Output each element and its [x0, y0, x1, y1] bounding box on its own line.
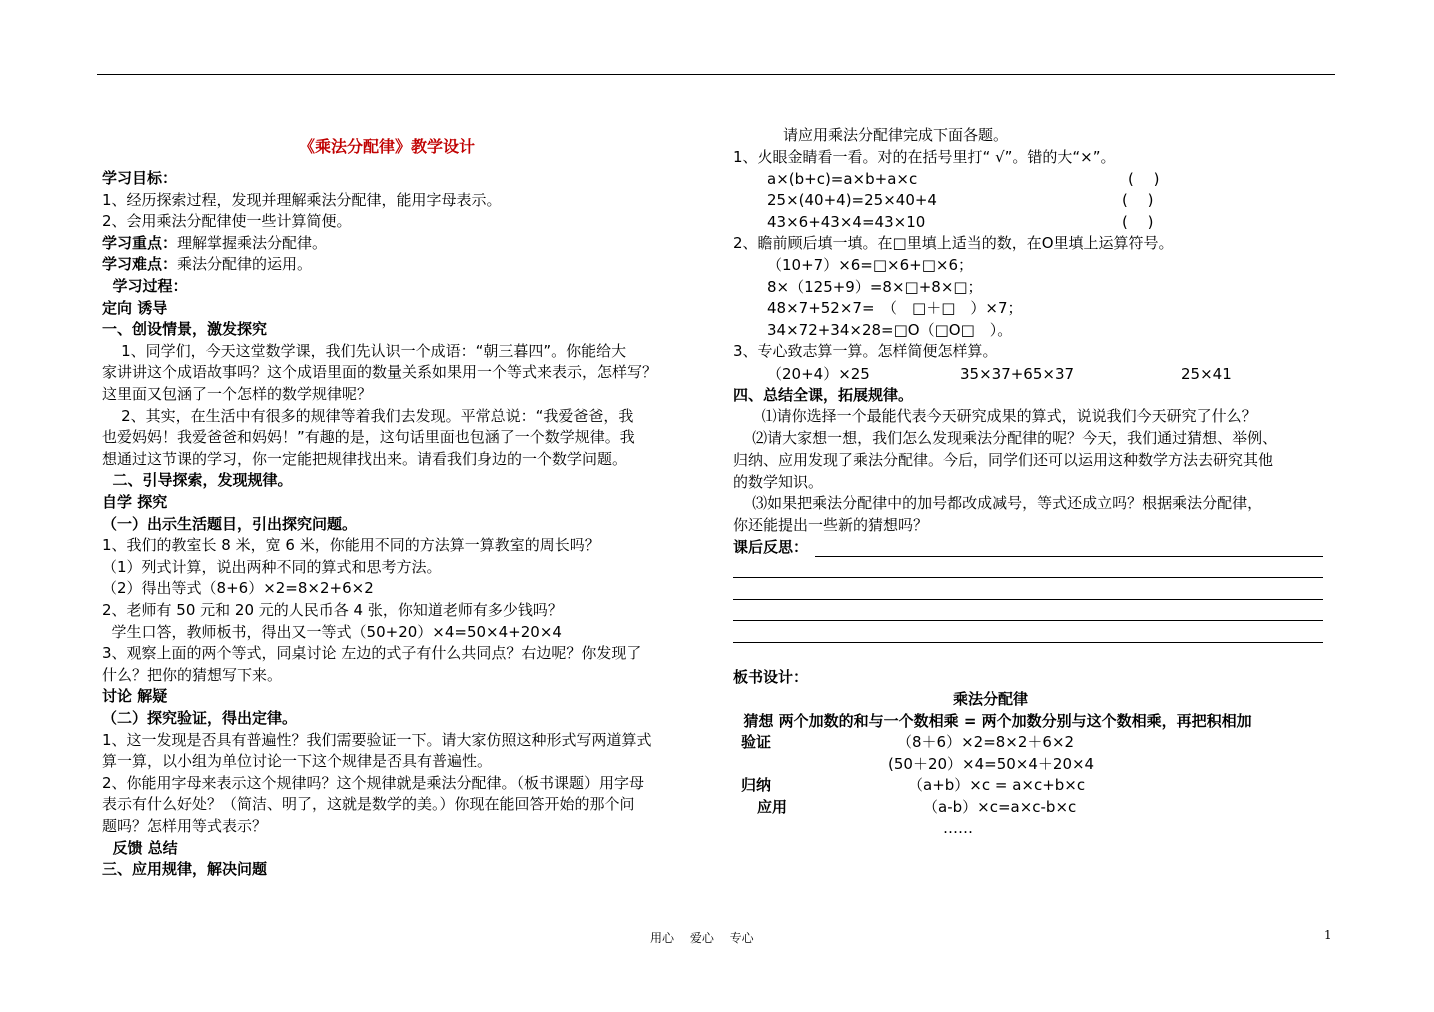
- left-text-line: 1、我们的教室长 8 米，宽 6 米，你能用不同的方法算一算教室的周长吗？: [102, 536, 600, 555]
- left-text-line: 一、创设情景，激发探究: [102, 320, 268, 339]
- reflection-line: [815, 556, 1323, 557]
- q1-paren-2: ( ): [1122, 191, 1154, 209]
- exercise-intro: 请应用乘法分配律完成下面各题。: [783, 126, 1009, 144]
- left-text-line: （2）得出等式（8+6）×2=8×2+6×2: [102, 579, 374, 598]
- q2-item-3: 48×7+52×7= （ □＋□ ）×7；: [767, 299, 1023, 317]
- left-text-line: 表示有什么好处？（简洁、明了，这就是数学的美。）你现在能回答开始的那个问: [102, 795, 635, 814]
- reflection-line: [733, 577, 1323, 578]
- left-text-line: （1）列式计算，说出两种不同的算式和思考方法。: [102, 557, 442, 576]
- left-text-line: 也爱妈妈！我爱爸爸和妈妈！”有趣的是，这句话里面也包涵了一个数学规律。我: [102, 428, 635, 447]
- s4-line-3: 归纳、应用发现了乘法分配律。今后，同学们还可以运用这种数学方法去研究其他: [733, 451, 1274, 469]
- label-value: 乘法分配律的运用。: [177, 255, 313, 274]
- left-text-line: 学生口答，教师板书，得出又一等式（50+20）×4=50×4+20×4: [102, 622, 562, 641]
- left-text-line: 题吗？怎样用等式表示？: [102, 817, 268, 835]
- question-2: 2、瞻前顾后填一填。在□里填上适当的数，在O里填上运算符号。: [733, 234, 1174, 252]
- page-footer: 用心 爱心 专心: [650, 931, 754, 945]
- s4-line-1: ⑴请你选择一个最能代表今天研究成果的算式，说说我们今天研究了什么？: [733, 407, 1257, 425]
- board-guess: 猜想 两个加数的和与一个数相乘 = 两个加数分别与这个数相乘，再把积相加: [733, 712, 1252, 730]
- board-label: 板书设计：: [733, 668, 809, 686]
- board-verify-2: (50＋20）×4=50×4＋20×4: [888, 755, 1095, 773]
- q1-paren-3: ( ): [1122, 213, 1154, 231]
- q3-item-2: 35×37+65×37: [960, 365, 1075, 383]
- s4-line-5: ⑶如果把乘法分配律中的加号都改成减号，等式还成立吗？根据乘法分配律，: [733, 494, 1263, 512]
- q3-item-3: 25×41: [1181, 365, 1232, 383]
- left-text-line: [102, 233, 327, 253]
- q2-item-1: （10+7）×6=□×6+□×6；: [767, 256, 974, 274]
- q1-expr-1: a×(b+c)=a×b+a×c: [767, 170, 918, 188]
- q1-expr-2: 25×(40+4)=25×40+4: [767, 191, 937, 209]
- left-text-line: 想通过这节课的学习，你一定能把规律找出来。请看我们身边的一个数学问题。: [102, 449, 628, 468]
- board-verify-1: （8＋6）×2=8×2＋6×2: [897, 733, 1075, 751]
- left-text-line: 家讲讲这个成语故事吗？这个成语里面的数量关系如果用一个等式来表示，怎样写？: [102, 363, 658, 382]
- left-text-line: 1、这一发现是否具有普遍性？我们需要验证一下。请大家仿照这种形式写两道算式: [102, 730, 652, 749]
- left-text-line: 定向 诱导: [102, 298, 168, 317]
- q2-item-2: 8×（125+9）=8×□+8×□；: [767, 278, 983, 296]
- left-text-line: 1、同学们，今天这堂数学课，我们先认识一个成语：“朝三暮四”。你能给大: [102, 341, 627, 360]
- left-text-line: 3、观察上面的两个等式，同桌讨论 左边的式子有什么共同点？右边呢？你发现了: [102, 644, 642, 663]
- section-4-heading: 四、总结全课，拓展规律。: [733, 386, 914, 404]
- doc-title: 《乘法分配律》教学设计: [299, 137, 476, 156]
- s4-line-2: ⑵请大家想一想，我们怎么发现乘法分配律的呢？今天，我们通过猜想、举例、: [733, 429, 1278, 447]
- q1-expr-3: 43×6+43×4=43×10: [767, 213, 926, 231]
- left-text-line: 2、老师有 50 元和 20 元的人民币各 4 张，你知道老师有多少钱吗？: [102, 601, 563, 619]
- left-text-line: 二、引导探索，发现规律。: [102, 471, 293, 490]
- left-text-line: 这里面又包涵了一个怎样的数学规律呢？: [102, 385, 373, 403]
- left-text-line: [102, 254, 312, 274]
- board-apply-label: 应用: [757, 798, 788, 816]
- left-text-line: 学习目标：: [102, 169, 178, 187]
- left-text-line: 1、经历探索过程，发现并理解乘法分配律，能用字母表示。: [102, 190, 502, 209]
- q3-item-1: （20+4）×25: [767, 365, 870, 383]
- left-text-line: 反馈 总结: [102, 838, 178, 857]
- label-prefix: 学习难点：: [102, 255, 178, 274]
- s4-line-4: 的数学知识。: [733, 473, 824, 491]
- left-text-line: 三、应用规律，解决问题: [102, 860, 268, 879]
- left-text-line: 2、其实，在生活中有很多的规律等着我们去发现。平常总说：“我爱爸爸，我: [102, 406, 634, 425]
- s4-line-6: 你还能提出一些新的猜想吗？: [733, 516, 929, 534]
- reflection-label: 课后反思：: [733, 538, 809, 556]
- label-value: 理解掌握乘法分配律。: [177, 233, 328, 252]
- page-number: 1: [1324, 928, 1332, 942]
- board-verify-label: 验证: [741, 733, 772, 751]
- label-prefix: 学习重点：: [102, 233, 178, 252]
- left-text-line: 讨论 解疑: [102, 687, 168, 706]
- reflection-line: [733, 599, 1323, 600]
- board-induce-label: 归纳: [741, 776, 772, 794]
- board-induce: （a+b）×c = a×c+b×c: [908, 776, 1086, 794]
- board-title: 乘法分配律: [953, 690, 1029, 708]
- left-text-line: 什么？把你的猜想写下来。: [102, 665, 283, 684]
- board-apply: （a-b）×c=a×c-b×c: [923, 798, 1077, 816]
- question-3: 3、专心致志算一算。怎样简便怎样算。: [733, 342, 998, 360]
- q2-item-4: 34×72+34×28=□O（□O□ ）。: [767, 321, 1013, 339]
- reflection-line: [733, 642, 1323, 643]
- question-1: 1、火眼金睛看一看。对的在括号里打“ √”。错的大“×”。: [733, 148, 1116, 166]
- left-text-line: 自学 探究: [102, 493, 168, 511]
- q1-paren-1: ( ): [1128, 170, 1160, 188]
- left-text-line: 2、会用乘法分配律使一些计算简便。: [102, 212, 352, 231]
- left-text-line: 2、你能用字母来表示这个规律吗？这个规律就是乘法分配律。（板书课题）用字母: [102, 773, 645, 792]
- board-ellipsis: ……: [943, 819, 973, 837]
- left-text-line: （一）出示生活题目，引出探究问题。: [102, 514, 358, 533]
- left-text-line: 学习过程：: [102, 277, 188, 295]
- reflection-line: [733, 620, 1323, 621]
- header-rule: [97, 74, 1335, 75]
- left-text-line: （二）探究验证，得出定律。: [102, 709, 298, 727]
- left-text-line: 算一算，以小组为单位讨论一下这个规律是否具有普遍性。: [102, 752, 493, 771]
